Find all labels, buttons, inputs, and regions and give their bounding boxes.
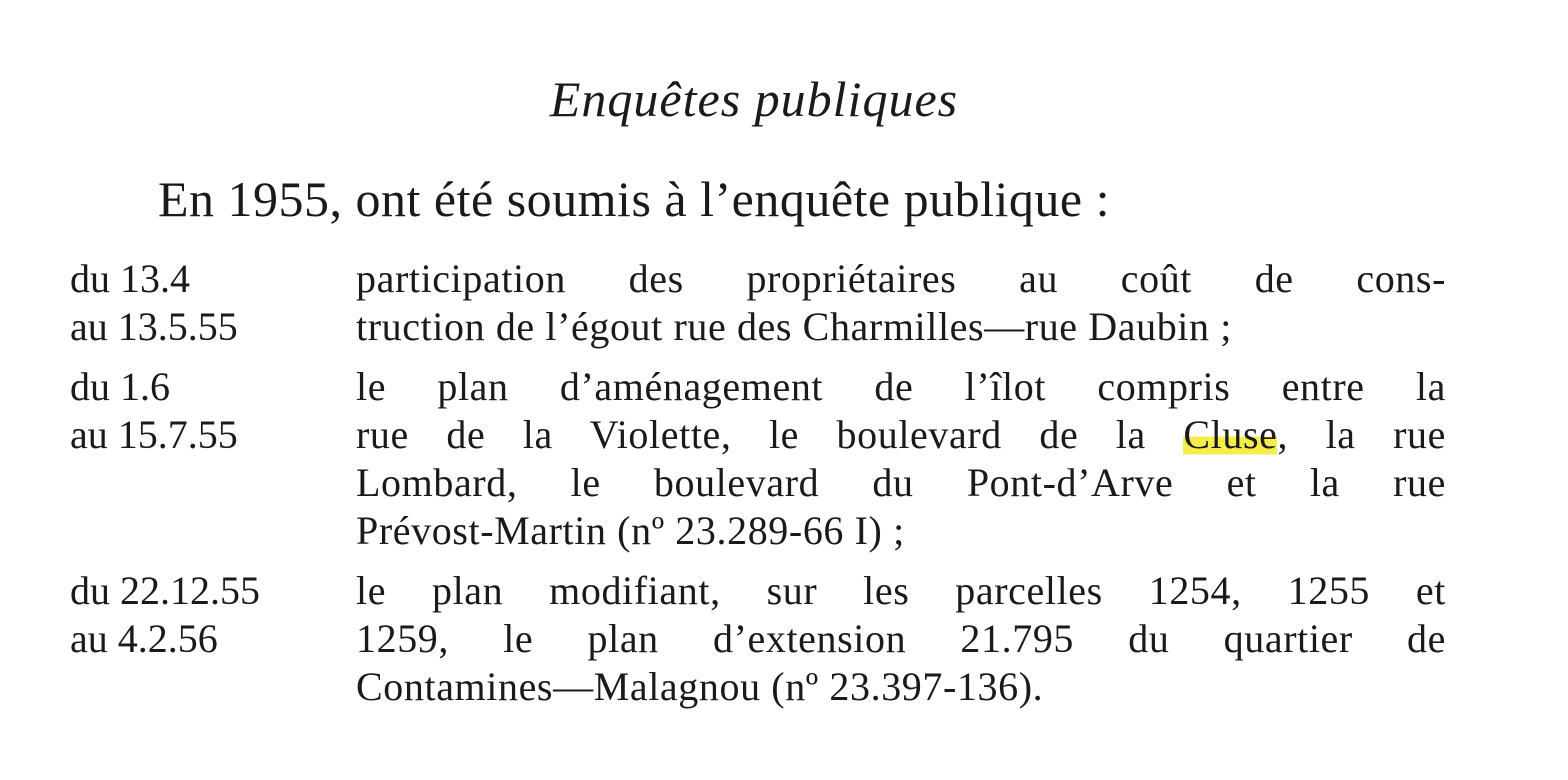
entry-3 [70, 567, 1446, 711]
intro-sentence: En 1955, ont été soumis à l’enquête publique : [158, 171, 1110, 227]
date-from: du 1.6 [70, 364, 170, 409]
description-text: rue de la Violette, le boulevard de la [356, 412, 1184, 457]
entry-description [356, 363, 1446, 555]
entry-description [356, 255, 1446, 351]
description-line: Contamines—Malagnou (nº 23.397-136). [356, 664, 1044, 709]
date-to: au 15.7.55 [70, 412, 238, 457]
entry-dates [70, 255, 356, 351]
entry-1 [70, 255, 1446, 351]
entry-2 [70, 363, 1446, 555]
entry-description [356, 567, 1446, 711]
date-to: au 13.5.55 [70, 304, 238, 349]
entries-list [70, 255, 1446, 723]
date-from: du 22.12.55 [70, 568, 260, 613]
description-line: 1259, le plan d’extension 21.795 du quartier de [356, 616, 1446, 661]
date-to: au 4.2.56 [70, 616, 218, 661]
entry-dates [70, 363, 356, 555]
description-line: le plan modifiant, sur les parcelles 1254, 1255 et [356, 568, 1446, 613]
description-line [356, 411, 1446, 459]
description-line: le plan d’aménagement de l’îlot compris entre la [356, 364, 1446, 409]
description-text: , la rue [1277, 412, 1447, 457]
description-line: participation des propriétaires au coût de cons- [356, 256, 1446, 301]
description-line: Prévost-Martin (nº 23.289-66 I) ; [356, 508, 905, 553]
cropped-previous-line [520, 0, 980, 9]
description-line: truction de l’égout rue des Charmilles—rue Daubin ; [356, 304, 1232, 349]
section-heading: Enquêtes publiques [549, 71, 959, 127]
entry-dates [70, 567, 356, 711]
date-from: du 13.4 [70, 256, 190, 301]
highlighted-word: Cluse [1183, 412, 1278, 457]
description-line: Lombard, le boulevard du Pont-d’Arve et la rue [356, 460, 1446, 505]
